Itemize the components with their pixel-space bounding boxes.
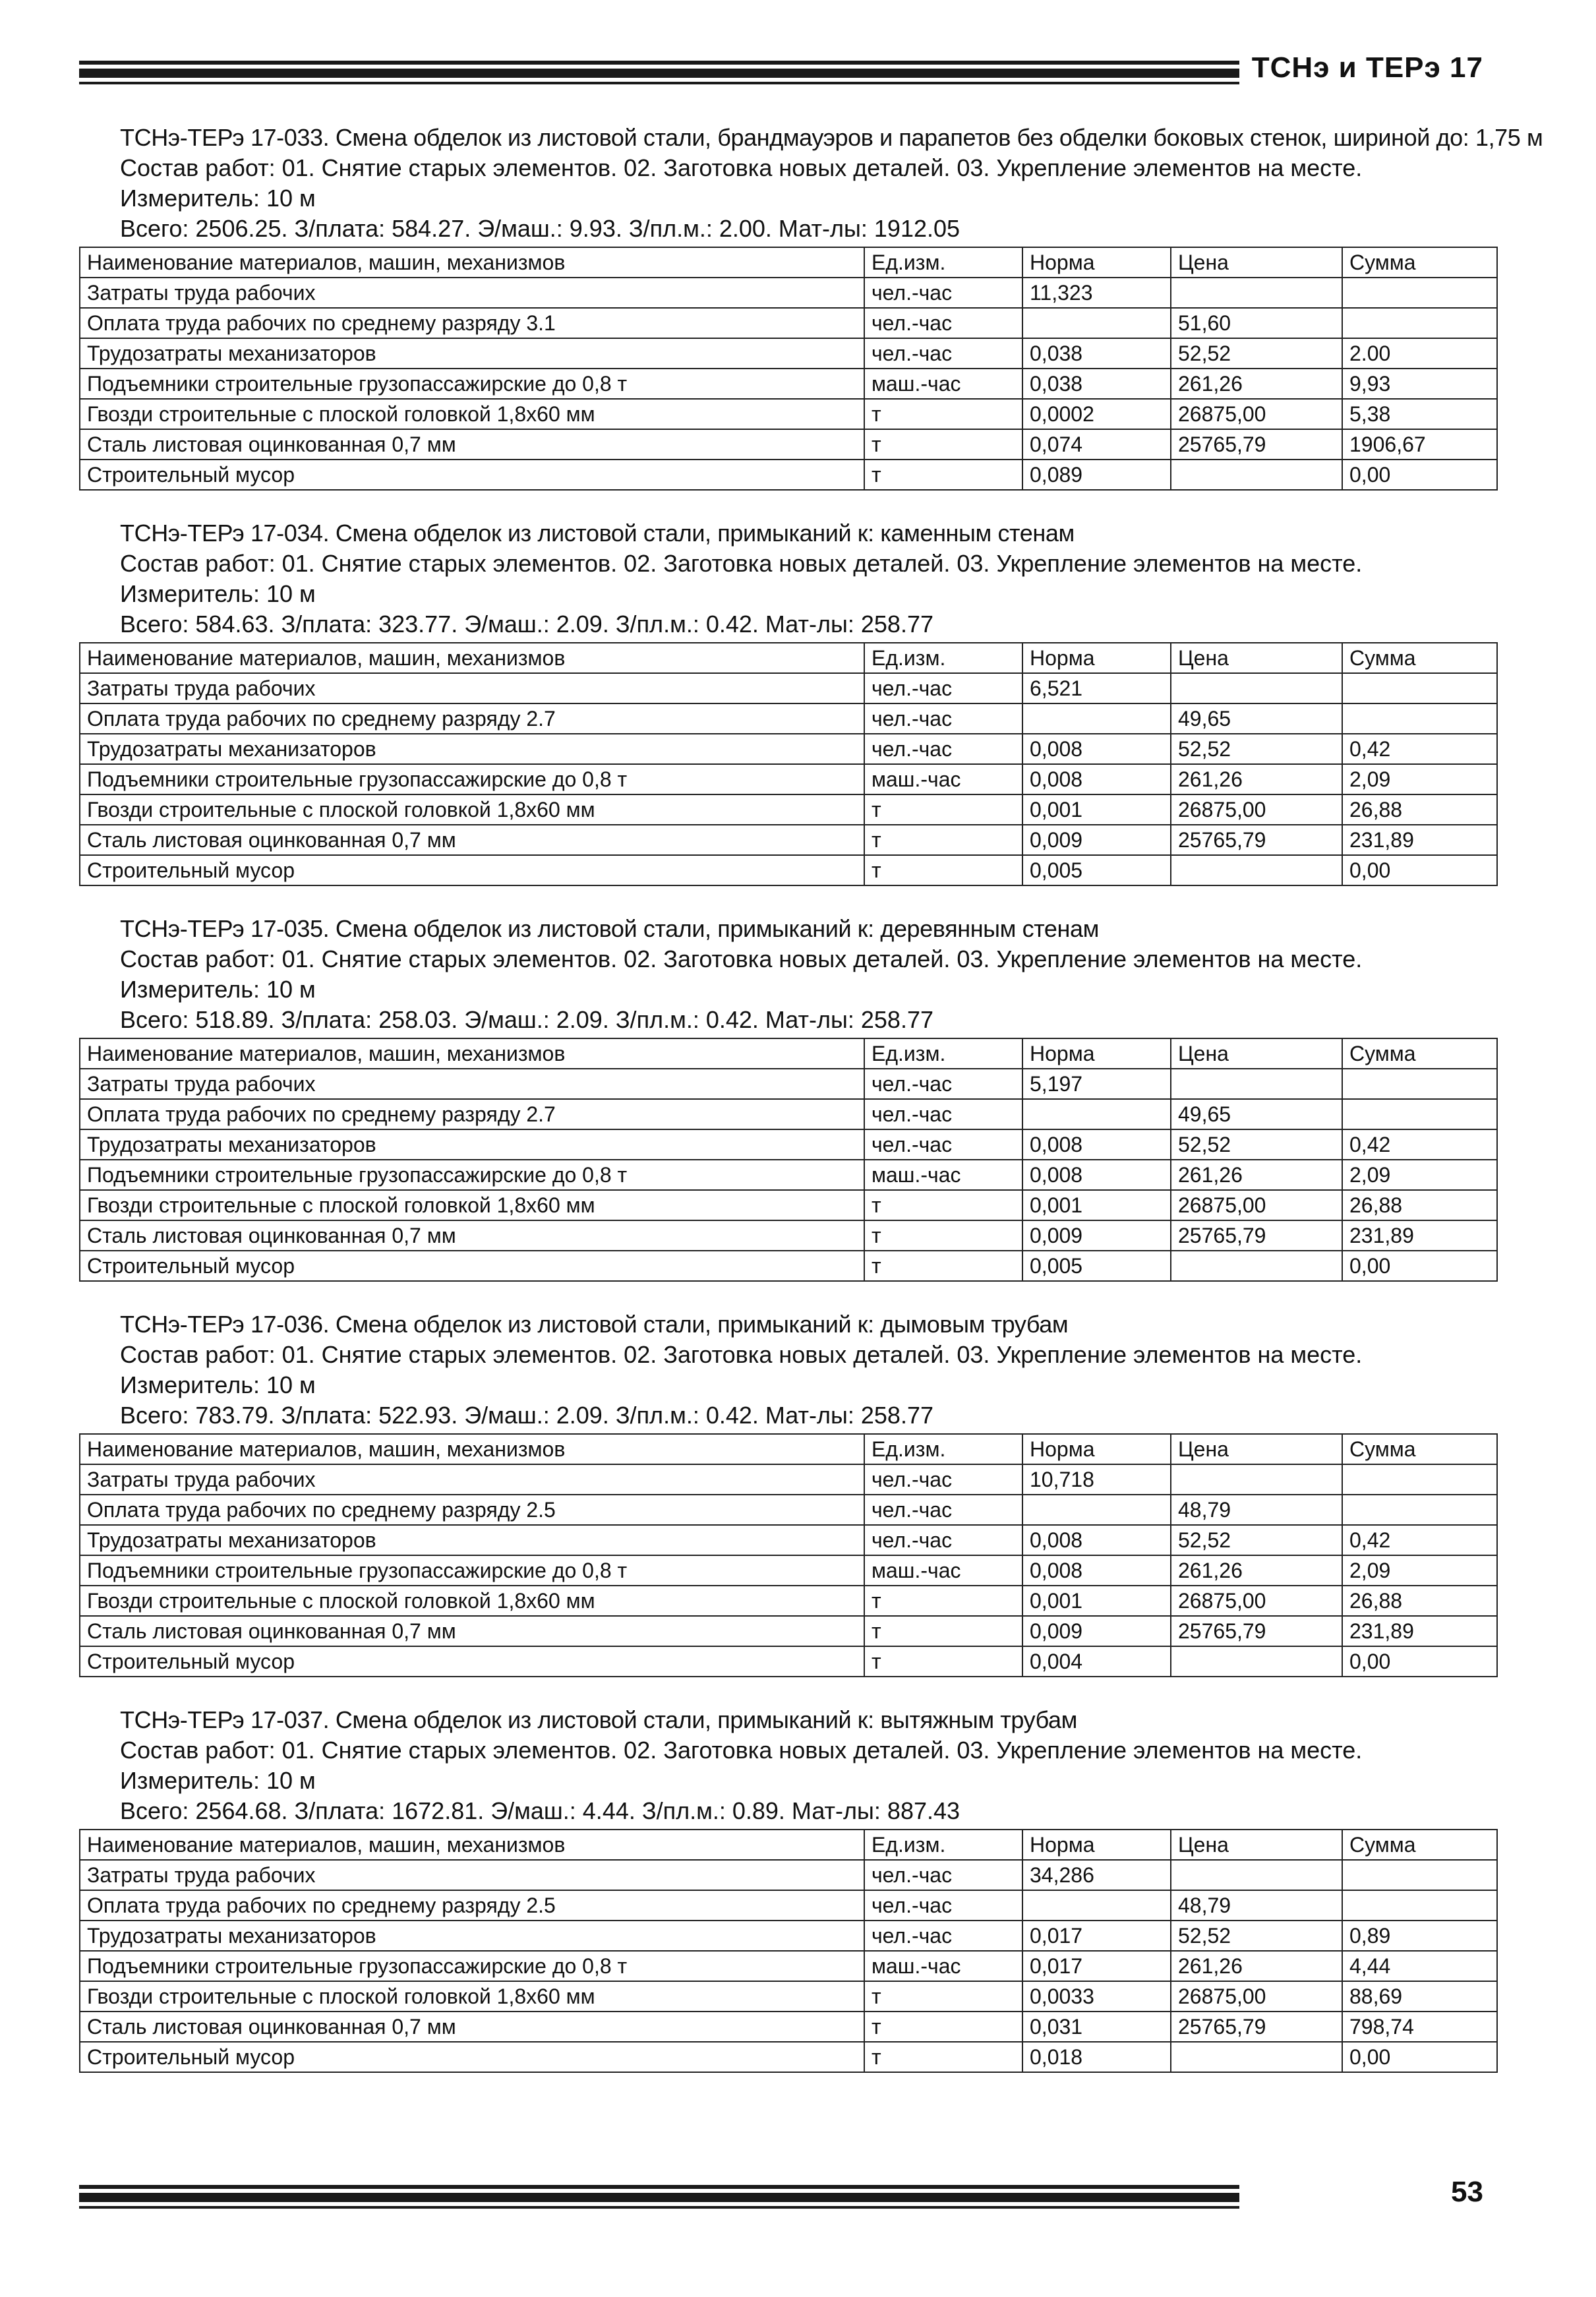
table-cell xyxy=(1171,1464,1342,1495)
table-row xyxy=(80,1464,1497,1495)
table-cell: Затраты труда рабочих xyxy=(80,278,864,308)
table-cell: 0,0033 xyxy=(1022,1981,1171,2012)
column-header: Сумма xyxy=(1342,1830,1497,1860)
table-cell: чел.-час xyxy=(864,338,1022,369)
column-header: Сумма xyxy=(1342,1038,1497,1069)
table-cell: 0,017 xyxy=(1022,1951,1171,1981)
table-cell: 261,26 xyxy=(1171,1555,1342,1586)
table-cell: Гвозди строительные с плоской головкой 1,8х60 мм xyxy=(80,1586,864,1616)
entry-totals: Всего: 518.89. З/плата: 258.03. Э/маш.: 2.09. З/пл.м.: 0.42. Мат-лы: 258.77 xyxy=(120,1006,933,1033)
table-cell: 51,60 xyxy=(1171,308,1342,338)
table-cell xyxy=(1022,1099,1171,1129)
table-cell: 5,38 xyxy=(1342,399,1497,429)
table-cell: маш.-час xyxy=(864,1160,1022,1190)
entry-totals: Всего: 584.63. З/плата: 323.77. Э/маш.: 2.09. З/пл.м.: 0.42. Мат-лы: 258.77 xyxy=(120,611,933,638)
table-cell: Затраты труда рабочих xyxy=(80,1464,864,1495)
table-cell: Трудозатраты механизаторов xyxy=(80,1525,864,1555)
table-cell xyxy=(1022,308,1171,338)
table-cell xyxy=(1342,1069,1497,1099)
table-cell: 52,52 xyxy=(1171,734,1342,764)
table-cell: Гвозди строительные с плоской головкой 1,8х60 мм xyxy=(80,1190,864,1220)
table-cell: 34,286 xyxy=(1022,1860,1171,1890)
table-cell: 0,008 xyxy=(1022,734,1171,764)
table-header-row xyxy=(80,1830,1497,1860)
table-cell xyxy=(1171,855,1342,885)
table-cell xyxy=(1342,1099,1497,1129)
column-header: Наименование материалов, машин, механизмов xyxy=(80,1038,864,1069)
table-cell: 0,008 xyxy=(1022,1555,1171,1586)
table-cell: т xyxy=(864,794,1022,825)
table-cell: 261,26 xyxy=(1171,1160,1342,1190)
table-cell: 0,0002 xyxy=(1022,399,1171,429)
table-cell: Гвозди строительные с плоской головкой 1,8х60 мм xyxy=(80,399,864,429)
table-cell: 26875,00 xyxy=(1171,1586,1342,1616)
column-header: Норма xyxy=(1022,1038,1171,1069)
entry-title: ТСНэ-ТЕРэ 17-036. Смена обделок из листовой стали, примыканий к: дымовым трубам xyxy=(120,1311,1069,1338)
column-header: Норма xyxy=(1022,1434,1171,1464)
table-cell: 1906,67 xyxy=(1342,429,1497,460)
table-cell: 0,008 xyxy=(1022,764,1171,794)
table-cell: 26875,00 xyxy=(1171,794,1342,825)
table-cell: Подъемники строительные грузопассажирские до 0,8 т xyxy=(80,764,864,794)
table-cell: Сталь листовая оцинкованная 0,7 мм xyxy=(80,1616,864,1646)
entry-totals: Всего: 783.79. З/плата: 522.93. Э/маш.: 2.09. З/пл.м.: 0.42. Мат-лы: 258.77 xyxy=(120,1402,933,1429)
norm-entry xyxy=(79,518,1496,886)
table-cell: 0,009 xyxy=(1022,825,1171,855)
table-cell: 0,005 xyxy=(1022,855,1171,885)
table-cell: Подъемники строительные грузопассажирские до 0,8 т xyxy=(80,369,864,399)
table-cell: чел.-час xyxy=(864,1069,1022,1099)
table-cell: чел.-час xyxy=(864,1860,1022,1890)
table-cell: 11,323 xyxy=(1022,278,1171,308)
table-cell: т xyxy=(864,1616,1022,1646)
table-cell: Затраты труда рабочих xyxy=(80,673,864,703)
table-cell: 0,031 xyxy=(1022,2012,1171,2042)
table-cell: 2,09 xyxy=(1342,1160,1497,1190)
table-cell: чел.-час xyxy=(864,703,1022,734)
table-cell: т xyxy=(864,2012,1022,2042)
table-cell: 0,038 xyxy=(1022,369,1171,399)
resources-table xyxy=(79,1829,1498,2073)
table-cell: 26875,00 xyxy=(1171,399,1342,429)
table-cell: 25765,79 xyxy=(1171,1220,1342,1251)
entry-meter: Измеритель: 10 м xyxy=(120,580,316,607)
table-cell: 0,00 xyxy=(1342,2042,1497,2072)
table-row xyxy=(80,1160,1497,1190)
entry-meter: Измеритель: 10 м xyxy=(120,1371,316,1398)
table-cell: 261,26 xyxy=(1171,1951,1342,1981)
table-cell xyxy=(1171,1646,1342,1677)
entry-title: ТСНэ-ТЕРэ 17-037. Смена обделок из листовой стали, примыканий к: вытяжным трубам xyxy=(120,1706,1077,1733)
table-cell: 26,88 xyxy=(1342,794,1497,825)
table-cell: 0,089 xyxy=(1022,460,1171,490)
table-cell: 25765,79 xyxy=(1171,1616,1342,1646)
norm-entry xyxy=(79,1705,1496,2073)
table-row xyxy=(80,1586,1497,1616)
table-row xyxy=(80,1890,1497,1921)
table-row xyxy=(80,1129,1497,1160)
table-cell: чел.-час xyxy=(864,734,1022,764)
table-row xyxy=(80,1099,1497,1129)
table-cell: маш.-час xyxy=(864,764,1022,794)
norm-entry xyxy=(79,914,1496,1282)
table-cell: 2.00 xyxy=(1342,338,1497,369)
table-cell: 49,65 xyxy=(1171,703,1342,734)
entry-title: ТСНэ-ТЕРэ 17-034. Смена обделок из листовой стали, примыканий к: каменным стенам xyxy=(120,520,1075,547)
table-cell: 48,79 xyxy=(1171,1495,1342,1525)
table-cell: Оплата труда рабочих по среднему разряду 2.7 xyxy=(80,703,864,734)
column-header: Ед.изм. xyxy=(864,1038,1022,1069)
table-cell: Сталь листовая оцинкованная 0,7 мм xyxy=(80,1220,864,1251)
table-cell: 0,009 xyxy=(1022,1220,1171,1251)
table-cell: Подъемники строительные грузопассажирские до 0,8 т xyxy=(80,1555,864,1586)
table-row xyxy=(80,278,1497,308)
resources-table xyxy=(79,1433,1498,1677)
table-cell: 0,001 xyxy=(1022,1190,1171,1220)
header-rule xyxy=(79,61,1239,84)
table-cell xyxy=(1342,308,1497,338)
table-cell: 5,197 xyxy=(1022,1069,1171,1099)
table-header-row xyxy=(80,1038,1497,1069)
table-cell: Сталь листовая оцинкованная 0,7 мм xyxy=(80,825,864,855)
resources-table xyxy=(79,642,1498,886)
entry-composition: Состав работ: 01. Снятие старых элементов. 02. Заготовка новых деталей. 03. Укрепление элементов на месте. xyxy=(120,154,1363,181)
column-header: Наименование материалов, машин, механизмов xyxy=(80,1830,864,1860)
table-cell: 26875,00 xyxy=(1171,1190,1342,1220)
column-header: Сумма xyxy=(1342,1434,1497,1464)
table-header-row xyxy=(80,643,1497,673)
table-cell xyxy=(1171,1251,1342,1281)
column-header: Сумма xyxy=(1342,247,1497,278)
table-cell: 231,89 xyxy=(1342,825,1497,855)
table-row xyxy=(80,2042,1497,2072)
column-header: Наименование материалов, машин, механизмов xyxy=(80,643,864,673)
table-cell: 52,52 xyxy=(1171,1129,1342,1160)
norm-entry xyxy=(79,123,1543,491)
table-cell: 2,09 xyxy=(1342,1555,1497,1586)
table-cell: Трудозатраты механизаторов xyxy=(80,338,864,369)
table-cell: 26,88 xyxy=(1342,1586,1497,1616)
table-cell: 25765,79 xyxy=(1171,825,1342,855)
page-header xyxy=(79,51,1483,98)
column-header: Цена xyxy=(1171,1434,1342,1464)
table-cell: 48,79 xyxy=(1171,1890,1342,1921)
column-header: Наименование материалов, машин, механизмов xyxy=(80,1434,864,1464)
table-cell: Затраты труда рабочих xyxy=(80,1860,864,1890)
norm-entry xyxy=(79,1309,1496,1677)
table-cell: 0,42 xyxy=(1342,734,1497,764)
table-cell: чел.-час xyxy=(864,673,1022,703)
table-row xyxy=(80,1525,1497,1555)
page-footer xyxy=(79,2176,1483,2222)
table-cell: 0,008 xyxy=(1022,1525,1171,1555)
table-cell: т xyxy=(864,1586,1022,1616)
table-cell: 0,008 xyxy=(1022,1129,1171,1160)
table-cell: т xyxy=(864,1220,1022,1251)
entry-meter: Измеритель: 10 м xyxy=(120,185,316,212)
table-cell: 0,074 xyxy=(1022,429,1171,460)
entry-totals: Всего: 2564.68. З/плата: 1672.81. Э/маш.: 4.44. З/пл.м.: 0.89. Мат-лы: 887.43 xyxy=(120,1797,961,1824)
column-header: Цена xyxy=(1171,247,1342,278)
table-cell: 0,018 xyxy=(1022,2042,1171,2072)
table-cell: 0,42 xyxy=(1342,1525,1497,1555)
table-row xyxy=(80,1921,1497,1951)
table-row xyxy=(80,460,1497,490)
table-cell: 2,09 xyxy=(1342,764,1497,794)
table-cell: чел.-час xyxy=(864,278,1022,308)
column-header: Ед.изм. xyxy=(864,1434,1022,1464)
table-cell: чел.-час xyxy=(864,308,1022,338)
table-cell xyxy=(1342,703,1497,734)
table-row xyxy=(80,673,1497,703)
entry-title: ТСНэ-ТЕРэ 17-035. Смена обделок из листовой стали, примыканий к: деревянным стенам xyxy=(120,915,1099,942)
table-cell: Строительный мусор xyxy=(80,1646,864,1677)
table-cell: чел.-час xyxy=(864,1495,1022,1525)
table-cell: Строительный мусор xyxy=(80,855,864,885)
footer-rule xyxy=(79,2185,1239,2209)
entry-meter: Измеритель: 10 м xyxy=(120,976,316,1003)
entry-totals: Всего: 2506.25. З/плата: 584.27. Э/маш.: 9.93. З/пл.м.: 2.00. Мат-лы: 1912.05 xyxy=(120,215,961,242)
table-cell: 0,038 xyxy=(1022,338,1171,369)
table-cell: т xyxy=(864,460,1022,490)
table-row xyxy=(80,703,1497,734)
table-cell: 0,009 xyxy=(1022,1616,1171,1646)
table-cell: 0,00 xyxy=(1342,460,1497,490)
entries-container xyxy=(79,123,1543,2101)
page-number: 53 xyxy=(1451,2176,1483,2208)
table-cell: Подъемники строительные грузопассажирские до 0,8 т xyxy=(80,1160,864,1190)
table-cell xyxy=(1342,278,1497,308)
table-row xyxy=(80,855,1497,885)
table-row xyxy=(80,399,1497,429)
table-cell: Сталь листовая оцинкованная 0,7 мм xyxy=(80,2012,864,2042)
table-cell: 0,00 xyxy=(1342,1251,1497,1281)
table-cell: 0,001 xyxy=(1022,794,1171,825)
table-cell: Трудозатраты механизаторов xyxy=(80,1129,864,1160)
table-row xyxy=(80,1069,1497,1099)
table-cell: т xyxy=(864,429,1022,460)
table-cell xyxy=(1022,1495,1171,1525)
table-cell: маш.-час xyxy=(864,1555,1022,1586)
table-cell xyxy=(1342,673,1497,703)
entry-composition: Состав работ: 01. Снятие старых элементов. 02. Заготовка новых деталей. 03. Укрепление элементов на месте. xyxy=(120,945,1363,972)
entry-composition: Состав работ: 01. Снятие старых элементов. 02. Заготовка новых деталей. 03. Укрепление элементов на месте. xyxy=(120,1737,1363,1764)
table-cell: 52,52 xyxy=(1171,1921,1342,1951)
table-cell: Оплата труда рабочих по среднему разряду 2.5 xyxy=(80,1495,864,1525)
table-cell: 0,00 xyxy=(1342,1646,1497,1677)
table-cell: чел.-час xyxy=(864,1099,1022,1129)
table-cell: Оплата труда рабочих по среднему разряду 3.1 xyxy=(80,308,864,338)
table-cell: Гвозди строительные с плоской головкой 1,8х60 мм xyxy=(80,1981,864,2012)
table-cell: чел.-час xyxy=(864,1525,1022,1555)
column-header: Наименование материалов, машин, механизмов xyxy=(80,247,864,278)
entry-composition: Состав работ: 01. Снятие старых элементов. 02. Заготовка новых деталей. 03. Укрепление элементов на месте. xyxy=(120,550,1363,577)
table-cell: т xyxy=(864,399,1022,429)
table-cell: Затраты труда рабочих xyxy=(80,1069,864,1099)
table-cell: 0,005 xyxy=(1022,1251,1171,1281)
table-cell: т xyxy=(864,1251,1022,1281)
table-row xyxy=(80,429,1497,460)
table-cell: чел.-час xyxy=(864,1464,1022,1495)
table-row xyxy=(80,1951,1497,1981)
table-cell: Сталь листовая оцинкованная 0,7 мм xyxy=(80,429,864,460)
table-cell: 231,89 xyxy=(1342,1220,1497,1251)
table-cell: 0,008 xyxy=(1022,1160,1171,1190)
column-header: Норма xyxy=(1022,247,1171,278)
table-row xyxy=(80,794,1497,825)
table-cell: т xyxy=(864,855,1022,885)
table-cell xyxy=(1022,703,1171,734)
column-header: Ед.изм. xyxy=(864,1830,1022,1860)
table-cell: 231,89 xyxy=(1342,1616,1497,1646)
resources-table xyxy=(79,1038,1498,1282)
table-cell: 0,00 xyxy=(1342,855,1497,885)
table-cell xyxy=(1171,278,1342,308)
column-header: Ед.изм. xyxy=(864,643,1022,673)
table-cell: т xyxy=(864,2042,1022,2072)
table-cell: Оплата труда рабочих по среднему разряду 2.5 xyxy=(80,1890,864,1921)
table-row xyxy=(80,338,1497,369)
table-cell: Строительный мусор xyxy=(80,460,864,490)
table-cell xyxy=(1171,1860,1342,1890)
table-cell: т xyxy=(864,1646,1022,1677)
column-header: Цена xyxy=(1171,1830,1342,1860)
entry-meter: Измеритель: 10 м xyxy=(120,1767,316,1794)
table-cell: 10,718 xyxy=(1022,1464,1171,1495)
table-cell: 25765,79 xyxy=(1171,2012,1342,2042)
table-row xyxy=(80,1860,1497,1890)
table-cell: 0,004 xyxy=(1022,1646,1171,1677)
column-header: Норма xyxy=(1022,1830,1171,1860)
table-cell xyxy=(1022,1890,1171,1921)
table-cell: 25765,79 xyxy=(1171,429,1342,460)
table-cell: чел.-час xyxy=(864,1890,1022,1921)
table-cell: Строительный мусор xyxy=(80,2042,864,2072)
table-cell: маш.-час xyxy=(864,1951,1022,1981)
table-cell: Гвозди строительные с плоской головкой 1,8х60 мм xyxy=(80,794,864,825)
table-cell: чел.-час xyxy=(864,1921,1022,1951)
table-header-row xyxy=(80,1434,1497,1464)
table-cell: 52,52 xyxy=(1171,338,1342,369)
table-cell: Подъемники строительные грузопассажирские до 0,8 т xyxy=(80,1951,864,1981)
column-header: Ед.изм. xyxy=(864,247,1022,278)
column-header: Цена xyxy=(1171,643,1342,673)
table-cell xyxy=(1342,1464,1497,1495)
column-header: Цена xyxy=(1171,1038,1342,1069)
entry-title: ТСНэ-ТЕРэ 17-033. Смена обделок из листовой стали, брандмауэров и парапетов без обделки боковых стенок, шириной до: 1,75 м xyxy=(120,124,1543,151)
table-row xyxy=(80,1981,1497,2012)
table-cell xyxy=(1342,1860,1497,1890)
table-cell: 0,017 xyxy=(1022,1921,1171,1951)
table-row xyxy=(80,369,1497,399)
table-cell: 0,89 xyxy=(1342,1921,1497,1951)
table-cell: 6,521 xyxy=(1022,673,1171,703)
table-cell xyxy=(1342,1495,1497,1525)
table-cell xyxy=(1171,460,1342,490)
table-cell: т xyxy=(864,825,1022,855)
table-row xyxy=(80,1616,1497,1646)
table-cell: 261,26 xyxy=(1171,764,1342,794)
table-cell: 52,52 xyxy=(1171,1525,1342,1555)
table-cell: т xyxy=(864,1981,1022,2012)
table-row xyxy=(80,825,1497,855)
table-cell: Оплата труда рабочих по среднему разряду 2.7 xyxy=(80,1099,864,1129)
table-cell: маш.-час xyxy=(864,369,1022,399)
column-header: Сумма xyxy=(1342,643,1497,673)
table-cell: 4,44 xyxy=(1342,1951,1497,1981)
table-row xyxy=(80,308,1497,338)
column-header: Норма xyxy=(1022,643,1171,673)
table-cell: 49,65 xyxy=(1171,1099,1342,1129)
table-cell xyxy=(1171,1069,1342,1099)
table-row xyxy=(80,1646,1497,1677)
table-row xyxy=(80,1555,1497,1586)
running-title: ТСНэ и ТЕРэ 17 xyxy=(1251,51,1483,84)
table-cell: т xyxy=(864,1190,1022,1220)
table-cell: чел.-час xyxy=(864,1129,1022,1160)
table-cell xyxy=(1171,2042,1342,2072)
table-row xyxy=(80,734,1497,764)
table-row xyxy=(80,1190,1497,1220)
table-row xyxy=(80,764,1497,794)
table-cell xyxy=(1342,1890,1497,1921)
table-row xyxy=(80,2012,1497,2042)
table-cell: 26875,00 xyxy=(1171,1981,1342,2012)
table-cell: Трудозатраты механизаторов xyxy=(80,734,864,764)
table-cell: 798,74 xyxy=(1342,2012,1497,2042)
table-cell: 0,001 xyxy=(1022,1586,1171,1616)
table-row xyxy=(80,1251,1497,1281)
table-header-row xyxy=(80,247,1497,278)
table-cell xyxy=(1171,673,1342,703)
table-cell: 26,88 xyxy=(1342,1190,1497,1220)
table-cell: Трудозатраты механизаторов xyxy=(80,1921,864,1951)
table-row xyxy=(80,1495,1497,1525)
table-cell: 88,69 xyxy=(1342,1981,1497,2012)
table-cell: 9,93 xyxy=(1342,369,1497,399)
table-cell: Строительный мусор xyxy=(80,1251,864,1281)
resources-table xyxy=(79,247,1498,491)
table-cell: 0,42 xyxy=(1342,1129,1497,1160)
table-row xyxy=(80,1220,1497,1251)
entry-composition: Состав работ: 01. Снятие старых элементов. 02. Заготовка новых деталей. 03. Укрепление элементов на месте. xyxy=(120,1341,1363,1368)
table-cell: 261,26 xyxy=(1171,369,1342,399)
